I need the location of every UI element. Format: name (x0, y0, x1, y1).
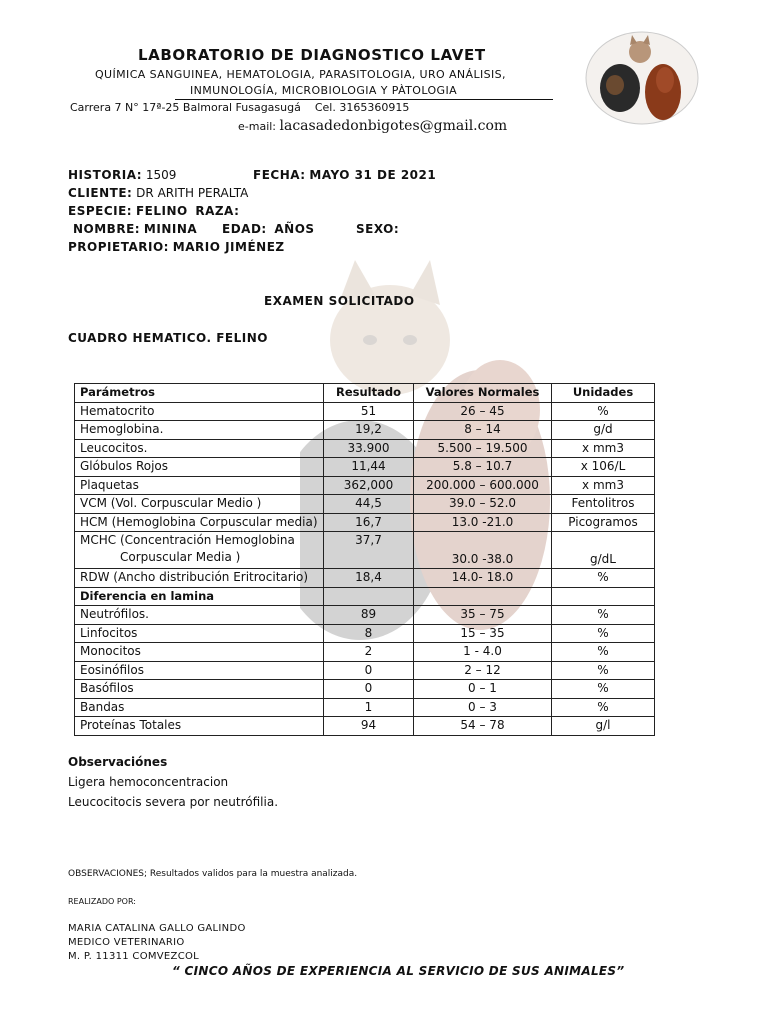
table-row (75, 476, 655, 495)
header-rule (175, 99, 553, 100)
edad-value: AÑOS (274, 222, 315, 236)
exam-heading: EXAMEN SOLICITADO (264, 294, 415, 308)
propietario-value: MARIO JIMÉNEZ (172, 240, 285, 254)
normal-cell: 54 – 78 (414, 717, 552, 736)
param-cell: Bandas (75, 698, 324, 717)
table-row (75, 513, 655, 532)
table-row (75, 439, 655, 458)
vet-license: M. P. 11311 COMVEZCOL (68, 951, 200, 962)
param-cell: VCM (Vol. Corpuscular Medio ) (75, 495, 324, 514)
exam-panel: CUADRO HEMATICO. FELINO (68, 331, 268, 345)
unit-cell: g/dL (552, 532, 655, 569)
normal-cell: 30.0 -38.0 (414, 532, 552, 569)
table-row (75, 569, 655, 588)
normal-cell: 5.8 – 10.7 (414, 458, 552, 477)
normal-cell: 26 – 45 (414, 402, 552, 421)
empty-cell (552, 587, 655, 606)
fecha-row (253, 168, 436, 182)
observation-line: Leucocitocis severa por neutrófilia. (68, 795, 279, 809)
unit-cell: g/l (552, 717, 655, 736)
param-cell: Basófilos (75, 680, 324, 699)
mchc-label-line2: Corpuscular Media ) (120, 550, 241, 564)
result-cell: 1 (324, 698, 414, 717)
unit-cell: g/d (552, 421, 655, 440)
param-cell: RDW (Ancho distribución Eritrocitario) (75, 569, 324, 588)
realizado-label: REALIZADO POR: (68, 897, 136, 906)
param-cell: Linfocitos (75, 624, 324, 643)
propietario-label: PROPIETARIO: (68, 240, 169, 254)
result-cell: 44,5 (324, 495, 414, 514)
param-cell: Glóbulos Rojos (75, 458, 324, 477)
normal-cell: 2 – 12 (414, 661, 552, 680)
param-cell: HCM (Hemoglobina Corpuscular media) (75, 513, 324, 532)
result-cell: 18,4 (324, 569, 414, 588)
table-row (75, 495, 655, 514)
table-row-diff-heading (75, 587, 655, 606)
table-row (75, 717, 655, 736)
normal-cell: 14.0- 18.0 (414, 569, 552, 588)
table-row (75, 698, 655, 717)
normal-cell: 5.500 – 19.500 (414, 439, 552, 458)
result-cell: 51 (324, 402, 414, 421)
result-cell: 2 (324, 643, 414, 662)
especie-row (68, 204, 239, 218)
historia-value: 1509 (145, 168, 177, 182)
result-cell: 0 (324, 661, 414, 680)
param-cell: Hematocrito (75, 402, 324, 421)
param-cell: Eosinófilos (75, 661, 324, 680)
empty-cell (324, 587, 414, 606)
result-cell: 8 (324, 624, 414, 643)
table-row (75, 624, 655, 643)
header-unidades: Unidades (552, 384, 655, 403)
normal-cell: 39.0 – 52.0 (414, 495, 552, 514)
results-table (74, 383, 655, 736)
unit-cell: x mm3 (552, 476, 655, 495)
cliente-value: DR ARITH PERALTA (136, 186, 249, 200)
cliente-label: CLIENTE: (68, 186, 133, 200)
param-cell (75, 532, 324, 569)
table-row (75, 402, 655, 421)
validity-note: OBSERVACIONES; Resultados validos para la muestra analizada. (68, 869, 358, 879)
normal-cell: 200.000 – 600.000 (414, 476, 552, 495)
unit-cell: % (552, 569, 655, 588)
normal-cell: 15 – 35 (414, 624, 552, 643)
empty-cell (414, 587, 552, 606)
vet-title: MEDICO VETERINARIO (68, 937, 185, 948)
nombre-value: MININA (143, 222, 198, 236)
mchc-label-line1: MCHC (Concentración Hemoglobina (80, 533, 295, 547)
table-row (75, 643, 655, 662)
header-resultado: Resultado (324, 384, 414, 403)
propietario-row (68, 240, 285, 254)
table-row (75, 680, 655, 699)
lab-address-line (70, 101, 409, 114)
normal-cell: 0 – 1 (414, 680, 552, 699)
nombre-label: NOMBRE: (73, 222, 141, 236)
table-header-row (75, 384, 655, 403)
diff-heading: Diferencia en lamina (75, 587, 324, 606)
header-parametros: Parámetros (75, 384, 324, 403)
nombre-row (73, 222, 197, 236)
result-cell: 19,2 (324, 421, 414, 440)
lab-title: LABORATORIO DE DIAGNOSTICO LAVET (138, 46, 486, 64)
result-cell: 11,44 (324, 458, 414, 477)
sexo-label: SEXO: (356, 222, 400, 236)
result-cell: 89 (324, 606, 414, 625)
observation-line: Ligera hemoconcentracion (68, 775, 229, 789)
unit-cell: x mm3 (552, 439, 655, 458)
unit-cell: % (552, 680, 655, 699)
result-cell: 33.900 (324, 439, 414, 458)
normal-cell: 1 - 4.0 (414, 643, 552, 662)
unit-cell: Fentolitros (552, 495, 655, 514)
edad-label: EDAD: (222, 222, 267, 236)
lab-phone: Cel. 3165360915 (314, 101, 410, 114)
normal-cell: 0 – 3 (414, 698, 552, 717)
lab-services-line2: INMUNOLOGÍA, MICROBIOLOGIA Y PÀTOLOGIA (190, 84, 458, 97)
param-cell: Plaquetas (75, 476, 324, 495)
unit-cell: x 106/L (552, 458, 655, 477)
unit-cell: Picogramos (552, 513, 655, 532)
normal-cell: 13.0 -21.0 (414, 513, 552, 532)
table-row-mchc (75, 532, 655, 569)
lab-email[interactable]: lacasadedonbigotes@gmail.com (279, 118, 508, 134)
vet-name: MARIA CATALINA GALLO GALINDO (68, 923, 246, 934)
unit-cell: % (552, 606, 655, 625)
lab-address: Carrera 7 N° 17ª-25 Balmoral Fusagasugá (70, 101, 301, 114)
param-cell: Monocitos (75, 643, 324, 662)
unit-cell: % (552, 698, 655, 717)
normal-cell: 8 – 14 (414, 421, 552, 440)
unit-cell: % (552, 624, 655, 643)
unit-cell: % (552, 661, 655, 680)
edad-row (222, 222, 315, 236)
result-cell: 0 (324, 680, 414, 699)
lab-email-line (238, 118, 507, 134)
result-cell: 16,7 (324, 513, 414, 532)
cliente-row (68, 186, 248, 200)
email-label: e-mail: (238, 120, 277, 133)
unit-cell: % (552, 643, 655, 662)
fecha-value: MAYO 31 DE 2021 (309, 168, 437, 182)
historia-label: HISTORIA: (68, 168, 143, 182)
observations-heading: Observaciónes (68, 755, 168, 769)
result-cell: 37,7 (324, 532, 414, 569)
param-cell: Leucocitos. (75, 439, 324, 458)
param-cell: Hemoglobina. (75, 421, 324, 440)
table-row (75, 421, 655, 440)
result-cell: 94 (324, 717, 414, 736)
param-cell: Proteínas Totales (75, 717, 324, 736)
lab-services-line1: QUÍMICA SANGUINEA, HEMATOLOGIA, PARASITOLOGIA, URO ANÁLISIS, (95, 68, 506, 81)
lab-slogan: “ CINCO AÑOS DE EXPERIENCIA AL SERVICIO DE SUS ANIMALES” (172, 964, 625, 978)
especie-value: FELINO (135, 204, 188, 218)
unit-cell: % (552, 402, 655, 421)
param-cell: Neutrófilos. (75, 606, 324, 625)
sexo-row (356, 222, 399, 236)
table-row (75, 458, 655, 477)
table-row (75, 606, 655, 625)
fecha-label: FECHA: (253, 168, 306, 182)
normal-cell: 35 – 75 (414, 606, 552, 625)
especie-label: ESPECIE: (68, 204, 133, 218)
table-row (75, 661, 655, 680)
raza-label: RAZA: (195, 204, 240, 218)
result-cell: 362,000 (324, 476, 414, 495)
historia-row (68, 168, 176, 182)
header-valores-normales: Valores Normales (414, 384, 552, 403)
lab-logo (585, 30, 700, 125)
